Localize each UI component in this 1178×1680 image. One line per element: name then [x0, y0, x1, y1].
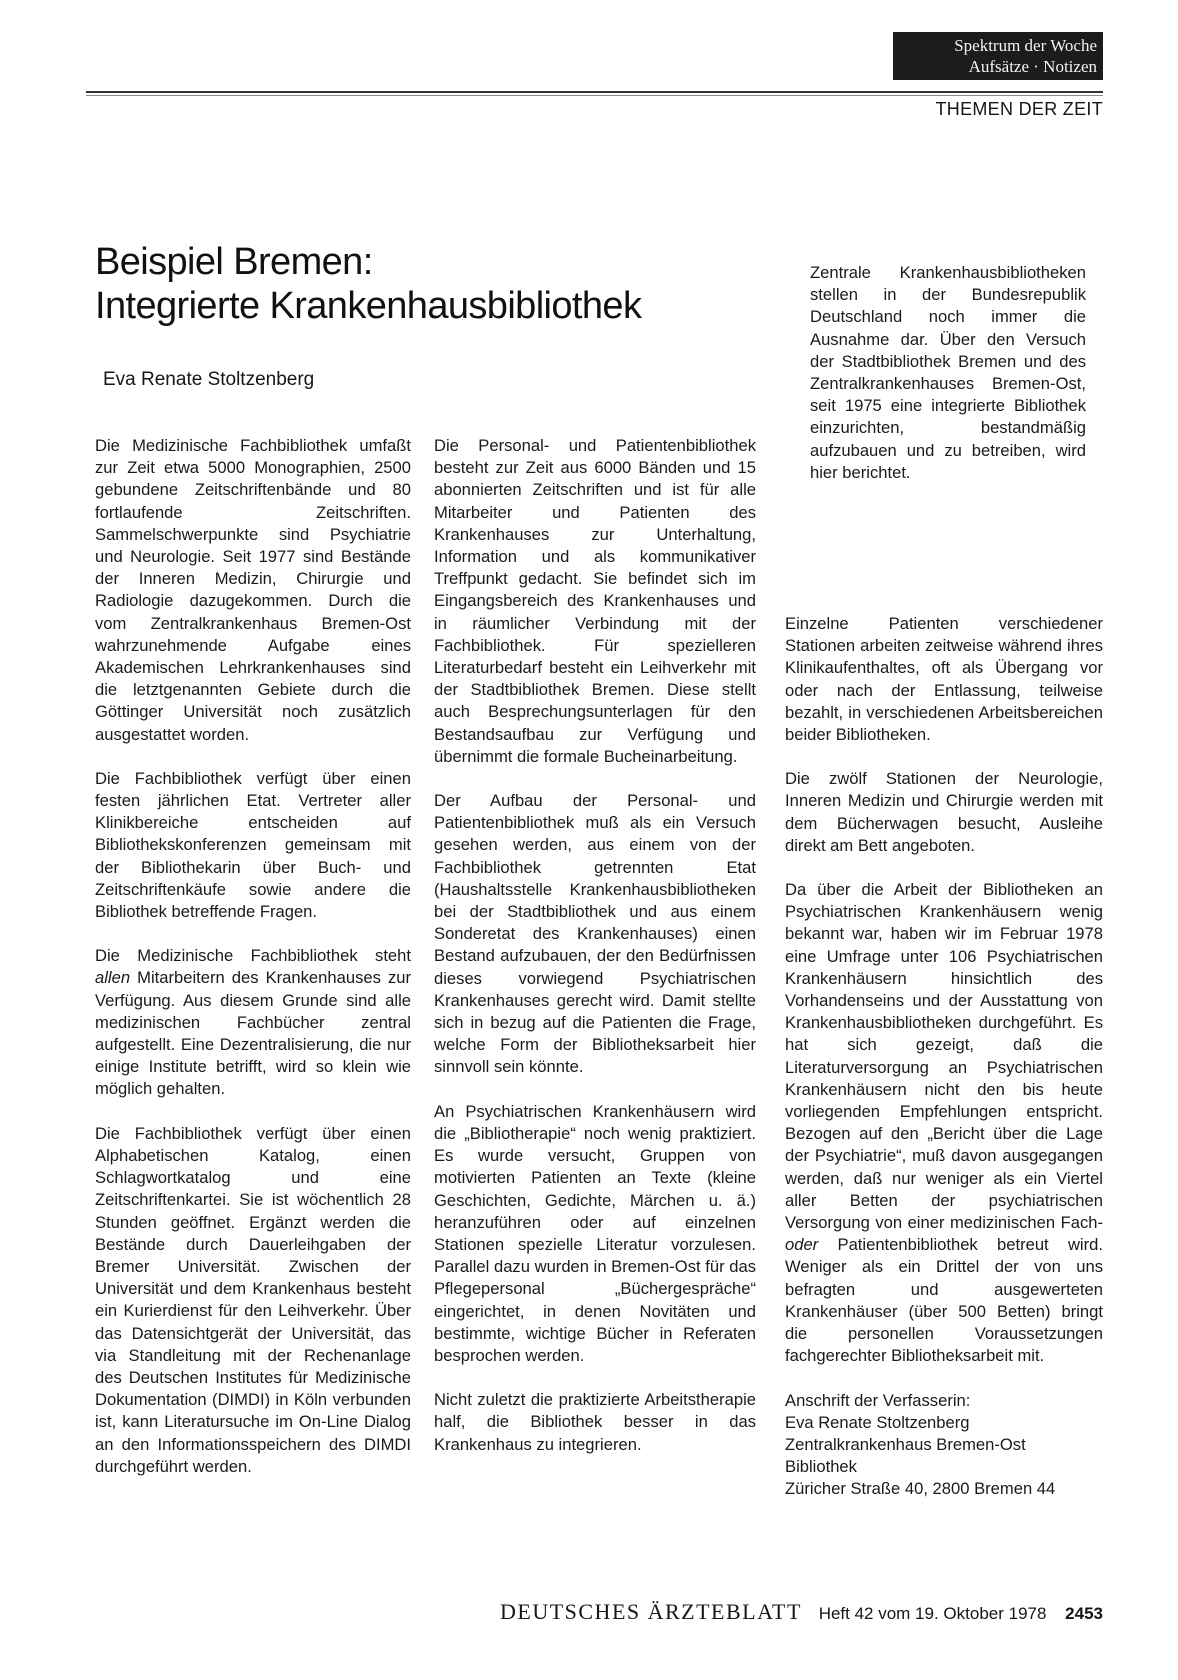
paragraph: Die Personal- und Patientenbibliothek besteht zur Zeit aus 6000 Bänden und 15 abonnierten Zeitschriften und ist für alle Mitarbeiter und Patienten des Krankenhauses zur Unterhaltung, Information und als kommunikativer Treffpunkt gedacht. Sie befindet sich im Eingangsbereich des Krankenhauses und in räumlicher Verbindung mit der Fachbibliothek. Für spezielleren Literaturbedarf besteht ein Leihverkehr mit der Stadtbibliothek Bremen. Diese stellt auch Besprechungsunterlagen für den Bestandsaufbau zur Verfügung und übernimmt die formale Bucheinarbeitung. — [434, 436, 756, 766]
badge-line-2: Aufsätze · Notizen — [968, 57, 1097, 76]
paragraph — [785, 879, 1103, 1367]
address-heading: Anschrift der Verfasserin: — [785, 1390, 971, 1410]
address-name: Eva Renate Stoltzenberg — [785, 1412, 970, 1432]
text-column-3 — [785, 613, 1103, 1501]
paragraph: Der Aufbau der Personal- und Patientenbibliothek muß als ein Versuch gesehen werden, aus einem von der Fachbibliothek getrennten Etat (Haushaltsstelle Krankenhausbibliotheken bei der Stadtbibliothek und aus einem Sonderetat des Krankenhauses) einen Bestand aufzubauen, der den Bedürfnissen dieses vorwiegend Psychiatrischen Krankenhauses gerecht wird. Damit stellte sich in bezug auf die Patienten die Frage, welche Form der Bibliotheksarbeit hier sinnvoll sein könnte. — [434, 791, 756, 1077]
paragraph: Einzelne Patienten verschiedener Stationen arbeiten zeitweise während ihres Klinikaufenthaltes, oft als Übergang vor oder nach der Entlassung, teilweise bezahlt, in verschiedenen Arbeitsbereichen beider Bibliotheken. — [785, 614, 1103, 745]
header-rule-thin — [86, 95, 1103, 96]
article-title — [95, 240, 641, 328]
section-label: THEMEN DER ZEIT — [935, 99, 1103, 119]
title-line-2: Integrierte Krankenhausbibliothek — [95, 285, 642, 327]
paragraph: Die Fachbibliothek verfügt über einen Alphabetischen Katalog, einen Schlagwortkatalog und eine Zeitschriftenkartei. Sie ist wöchentlich 28 Stunden geöffnet. Ergänzt werden die Bestände durch Dauerleihgaben der Bremer Universität. Zwischen der Universität und dem Krankenhaus besteht ein Kurierdienst für den Leihverkehr. Über das Datensichtgerät der Universität, das via Standleitung mit der Rechenanlage des Deutschen Institutes für Medizinische Dokumentation (DIMDI) in Köln verbunden ist, kann Literatursuche im On-Line Dialog an den Informationsspeichern des DIMDI durchgeführt werden. — [95, 1123, 411, 1476]
address-organization: Zentralkrankenhaus Bremen-Ost — [785, 1434, 1026, 1454]
paragraph: An Psychiatrischen Krankenhäusern wird die „Bibliotherapie“ noch wenig praktiziert. Es wurde versucht, Gruppen von motivierten Patienten an Texte (kleine Geschichten, Gedichte, Märchen u. ä.) heranzuführen oder auf einzelnen Stationen spezielle Literatur vorzulesen. Parallel dazu wurden in Bremen-Ost für das Pflegepersonal „Büchergespräche“ eingerichtet, in denen Novitäten und bestimmte, wichtige Bücher in Referaten besprochen werden. — [434, 1101, 756, 1365]
paragraph: Nicht zuletzt die praktizierte Arbeitstherapie half, die Bibliothek besser in das Krankenhaus zu integrieren. — [434, 1390, 756, 1454]
paragraph: Die zwölf Stationen der Neurologie, Inneren Medizin und Chirurgie werden mit dem Bücherwagen besucht, Ausleihe direkt am Bett angeboten. — [785, 769, 1103, 855]
issue-info: Heft 42 vom 19. Oktober 1978 — [818, 1604, 1047, 1623]
header-rule — [86, 91, 1103, 93]
text-run: Mitarbeitern des Krankenhauses zur Verfügung. Aus diesem Grunde sind alle medizinischen Fachbücher zentral aufgestellt. Eine Dezentralisierung, die nur einige Institute betrifft, wird so klein wie möglich gehalten. — [95, 968, 411, 1099]
paragraph: Die Medizinische Fachbibliothek umfaßt zur Zeit etwa 5000 Monographien, 2500 gebundene Zeitschriftenbände und 80 fortlaufende Zeitschriften. Sammelschwerpunkte sind Psychiatrie und Neurologie. Seit 1977 sind Bestände der Inneren Medizin, Chirurgie und Radiologie dazugekommen. Durch die vom Zentralkrankenhaus Bremen-Ost wahrzunehmende Aufgabe eines Akademischen Lehrkrankenhauses sind die letztgenannten Gebiete durch die Göttinger Universität noch zusätzlich ausgestattet worden. — [95, 436, 411, 744]
title-line-1: Beispiel Bremen: — [95, 241, 373, 283]
address-department: Bibliothek — [785, 1457, 857, 1477]
page-number: 2453 — [1065, 1604, 1103, 1623]
emphasis: oder — [785, 1235, 819, 1255]
paragraph — [95, 945, 411, 1100]
intro-paragraph: Zentrale Krankenhausbibliotheken stellen in der Bundesrepublik Deutschland noch immer die Ausnahme dar. Über den Versuch der Stadtbibliothek Bremen und des Zentralkrankenhauses Bremen-Ost, seit 1975 eine integrierte Bibliothek einzurichten, bestandmäßig aufzubauen und zu betreiben, wird hier berichtet. — [810, 263, 1086, 482]
section-badge — [893, 32, 1103, 80]
address-street: Züricher Straße 40, 2800 Bremen 44 — [785, 1479, 1056, 1499]
text-run: Da über die Arbeit der Bibliotheken an Psychiatrischen Krankenhäusern wenig bekannt war, haben wir im Februar 1978 eine Umfrage unter 106 Psychiatrischen Krankenhäusern hinsichtlich des Vorhandenseins und der Ausstattung von Krankenhausbibliotheken durchgeführt. Es hat sich gezeigt, daß die Literaturversorgung an Psychiatrischen Krankenhäusern nicht den bis heute vorliegenden Empfehlungen entspricht. Bezogen auf den „Bericht über die Lage der Psychiatrie“, muß davon ausgegangen werden, daß nur weniger als ein Viertel aller Betten der psychiatrischen Versorgung von einer medizinischen Fach- — [785, 880, 1103, 1233]
text-run: Patientenbibliothek betreut wird. Weniger als ein Drittel der von uns befragten und ausgewerteten Krankenhäuser (über 500 Betten) bringt die personellen Voraussetzungen fachgerechter Bibliotheksarbeit mit. — [785, 1235, 1103, 1366]
text-run: Die Medizinische Fachbibliothek steht — [95, 946, 411, 966]
badge-line-1: Spektrum der Woche — [954, 36, 1097, 55]
article-author: Eva Renate Stoltzenberg — [103, 369, 315, 390]
author-address — [785, 1390, 1103, 1501]
page-footer — [500, 1599, 1103, 1625]
emphasis: allen — [95, 968, 131, 988]
text-column-1 — [95, 435, 411, 1500]
article-intro — [810, 262, 1086, 506]
paragraph: Die Fachbibliothek verfügt über einen festen jährlichen Etat. Vertreter aller Klinikbereiche entscheiden auf Bibliothekskonferenzen gemeinsam mit der Bibliothekarin über Buch- und Zeitschriftenkäufe sowie andere die Bibliothek betreffende Fragen. — [95, 768, 411, 922]
text-column-2 — [434, 435, 756, 1478]
journal-name: DEUTSCHES ÄRZTEBLATT — [500, 1599, 802, 1624]
